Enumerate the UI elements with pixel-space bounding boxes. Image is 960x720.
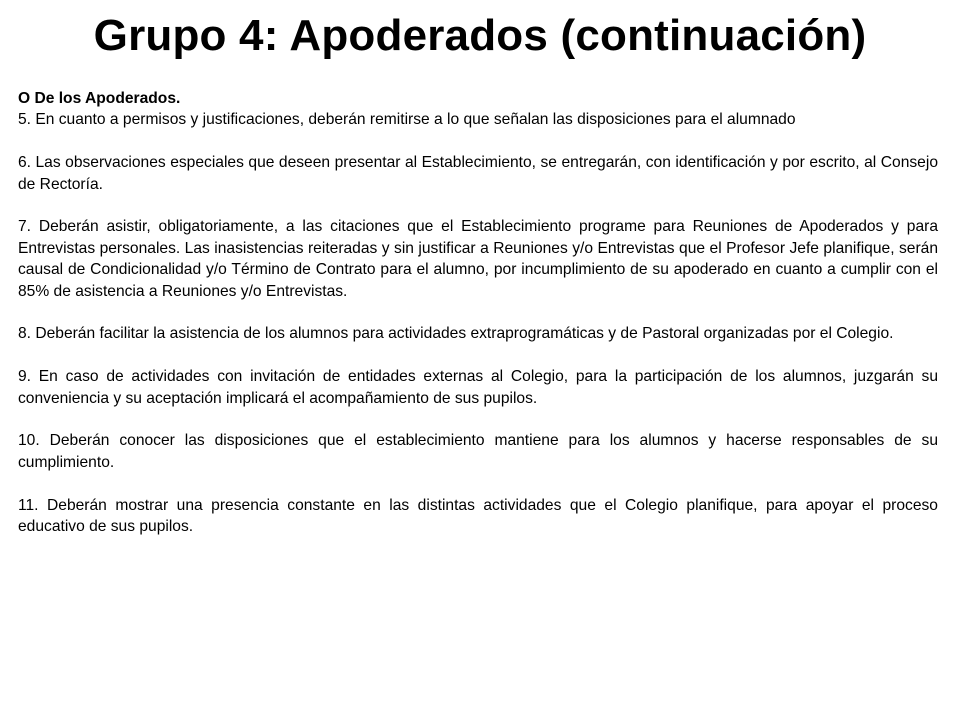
slide-title: Grupo 4: Apoderados (continuación) <box>93 11 867 60</box>
paragraph-gap <box>18 409 938 430</box>
paragraph-gap <box>18 473 938 494</box>
paragraph-gap <box>18 131 938 152</box>
paragraph-10: 10. Deberán conocer las disposiciones que el establecimiento mantiene para los alumnos y hacerse responsables de su cumplimiento. <box>18 432 938 471</box>
paragraph-gap <box>18 302 938 323</box>
slide-body <box>18 88 938 537</box>
paragraph-7: 7. Deberán asistir, obligatoriamente, a las citaciones que el Establecimiento programe para Reuniones de Apoderados y para Entrevistas personales. Las inasistencias reiteradas y sin justificar a Reuniones y/o Entrevistas que el Profesor Jefe planifique, serán causal de Condicionalidad y/o Término de Contrato para el alumno, por incumplimiento de su apoderado en cuanto a cumplir con el 85% de asistencia a Reuniones y/o Entrevistas. <box>18 218 938 300</box>
paragraph-11: 11. Deberán mostrar una presencia constante en las distintas actividades que el Colegio planifique, para apoyar el proceso educativo de sus pupilos. <box>18 496 938 536</box>
paragraph-gap <box>18 195 938 216</box>
paragraph-gap <box>18 345 938 366</box>
paragraph-5: 5. En cuanto a permisos y justificaciones, deberán remitirse a lo que señalan las disposiciones para el alumnado <box>18 111 796 129</box>
paragraph-8: 8. Deberán facilitar la asistencia de los alumnos para actividades extraprogramáticas y de Pastoral organizadas por el Colegio. <box>18 325 894 343</box>
paragraph-9: 9. En caso de actividades con invitación de entidades externas al Colegio, para la participación de los alumnos, juzgarán su conveniencia y su aceptación implicará el acompañamiento de sus pupilos. <box>18 368 938 407</box>
paragraph-6: 6. Las observaciones especiales que deseen presentar al Establecimiento, se entregarán, con identificación y por escrito, al Consejo de Rectoría. <box>18 154 938 193</box>
section-heading: O De los Apoderados. <box>18 90 181 107</box>
